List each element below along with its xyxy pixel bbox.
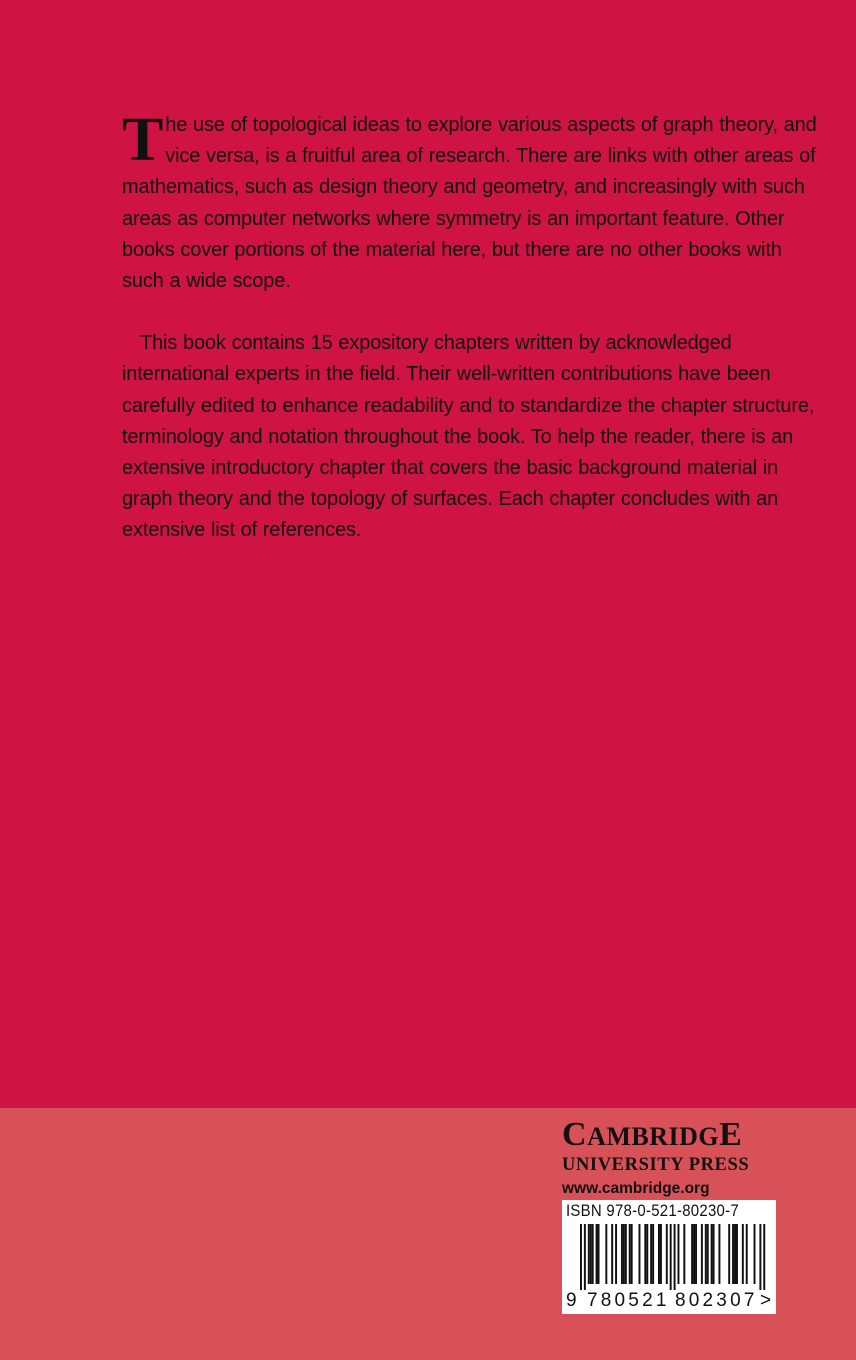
barcode-left-group: 780521 — [587, 1290, 670, 1311]
barcode-bar — [592, 1224, 594, 1284]
barcode-bar — [644, 1224, 646, 1284]
barcode-bar — [754, 1224, 756, 1284]
barcode-digits — [566, 1288, 772, 1314]
barcode-bar — [615, 1224, 617, 1284]
blurb-paragraph-1-text: he use of topological ideas to explore various aspects of graph theory, and vice versa, is a fruitful area of research. There are links with other areas of mathematics, such as design theory and geometry, and increasingly with such areas as computer networks where symmetry is an important feature. Other books cover portions of the material here, but there are no other books with such a wide scope. — [122, 114, 817, 293]
barcode-bars — [566, 1224, 772, 1290]
barcode-bar — [713, 1224, 715, 1284]
barcode-bar — [650, 1224, 652, 1284]
barcode-bar — [625, 1224, 627, 1284]
barcode-bar — [623, 1224, 625, 1284]
barcode-bar — [678, 1224, 680, 1284]
barcode-bar — [590, 1224, 592, 1284]
barcode-bar — [631, 1224, 633, 1284]
barcode-quiet-zone-mark: > — [760, 1290, 772, 1311]
barcode-bar — [666, 1224, 668, 1284]
barcode-bar — [646, 1224, 648, 1284]
barcode-guard-bar — [759, 1224, 761, 1290]
barcode-bar — [742, 1224, 744, 1284]
barcode-lead-digit: 9 — [566, 1290, 577, 1311]
barcode-bar — [695, 1224, 697, 1284]
barcode-guard-bar — [670, 1224, 672, 1290]
barcode-bar — [705, 1224, 707, 1284]
publisher-name-middle: AMBRIDG — [587, 1122, 720, 1151]
barcode-guard-bar — [584, 1224, 586, 1290]
publisher-subtitle: UNIVERSITY PRESS — [562, 1155, 750, 1175]
barcode-bar — [728, 1224, 730, 1284]
barcode-guard-bar — [580, 1224, 582, 1290]
barcode-bar — [605, 1224, 607, 1284]
blurb-paragraph-2: This book contains 15 expository chapters written by acknowledged international experts in the field. Their well-written contributions have been carefully edited to enhance readability and to standardize the chapter structure, terminology and notation throughout the book. To help the reader, there is an extensive introductory chapter that covers the basic background material in graph theory and the topology of surfaces. Each chapter concludes with an extensive list of references. — [122, 332, 815, 542]
barcode-guard-bar — [763, 1224, 765, 1290]
isbn-number: ISBN 978-0-521-80230-7 — [566, 1201, 739, 1220]
isbn-barcode-label — [562, 1200, 776, 1314]
barcode-bar — [629, 1224, 631, 1284]
barcode-bar — [621, 1224, 623, 1284]
barcode-bar — [711, 1224, 713, 1284]
barcode-guard-bar — [674, 1224, 676, 1290]
barcode-bar — [658, 1224, 660, 1284]
publisher-name-final: E — [719, 1116, 743, 1153]
barcode-bar — [691, 1224, 693, 1284]
barcode-bar — [652, 1224, 654, 1284]
back-cover-blurb — [122, 106, 822, 547]
barcode-right-group: 802307 — [675, 1290, 758, 1311]
publisher-website: www.cambridge.org — [562, 1180, 710, 1197]
publisher-name-initial: C — [562, 1116, 588, 1153]
barcode-bar — [718, 1224, 720, 1284]
barcode-bar — [707, 1224, 709, 1284]
barcode-bar — [734, 1224, 736, 1284]
barcode-bar — [596, 1224, 598, 1284]
barcode-bar — [588, 1224, 590, 1284]
blurb-paragraph-1 — [122, 106, 822, 297]
publisher-name — [562, 1118, 802, 1154]
barcode-bar — [611, 1224, 613, 1284]
barcode-bar — [639, 1224, 641, 1284]
barcode-bar — [736, 1224, 738, 1284]
barcode-bar — [732, 1224, 734, 1284]
barcode-bar — [701, 1224, 703, 1284]
barcode-bar — [660, 1224, 662, 1284]
barcode-bar — [598, 1224, 600, 1284]
drop-cap-letter: T — [122, 106, 164, 174]
barcode-bar — [693, 1224, 695, 1284]
barcode-bar — [683, 1224, 685, 1284]
barcode-bar — [746, 1224, 748, 1284]
publisher-block — [562, 1118, 802, 1200]
